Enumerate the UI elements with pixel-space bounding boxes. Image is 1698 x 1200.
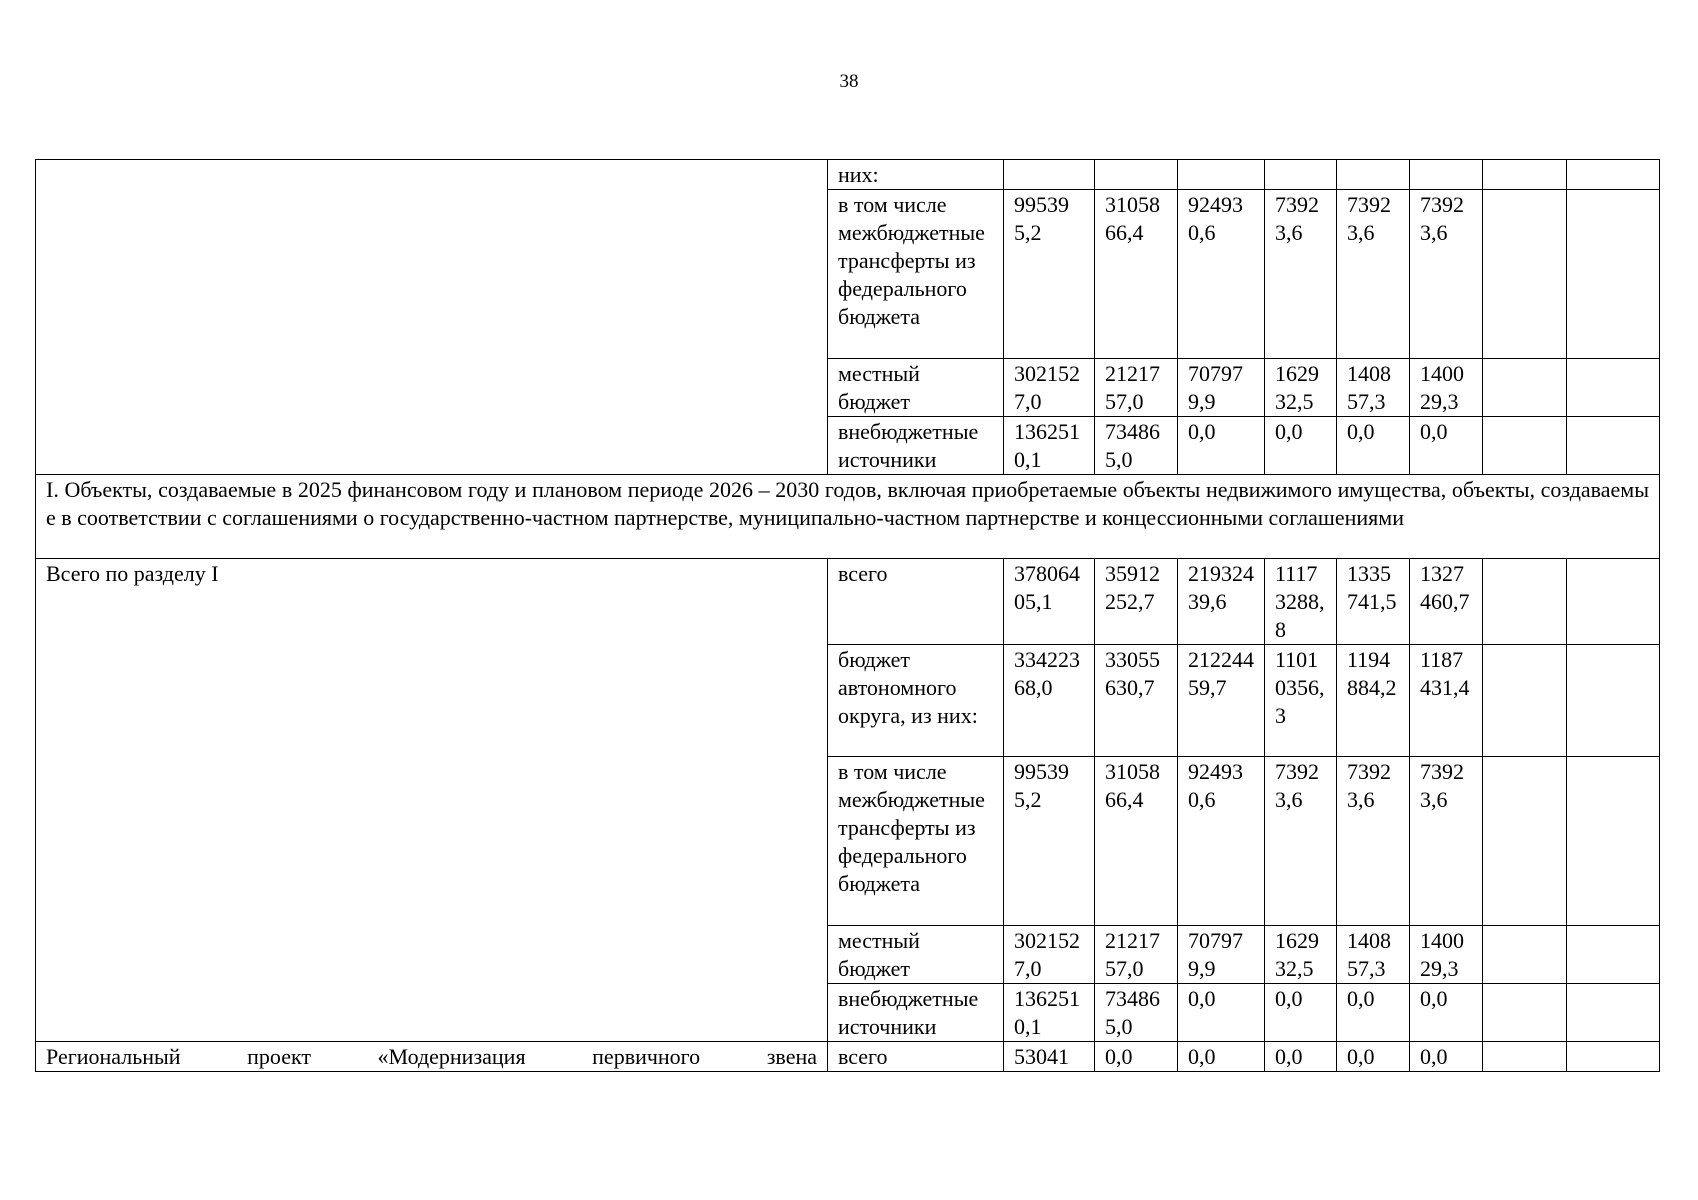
value-cell: 162932,5 <box>1265 359 1337 417</box>
value-cell <box>1567 160 1660 190</box>
budget-table <box>35 159 1660 1072</box>
value-cell: 0,0 <box>1337 984 1410 1042</box>
value-cell <box>1483 1042 1567 1072</box>
value-cell <box>1483 190 1567 359</box>
page-number: 38 <box>839 71 859 92</box>
value-cell <box>1567 645 1660 757</box>
funding-source-cell: в том числе межбюджетные трансферты из федерального бюджета <box>828 757 1004 926</box>
value-cell: 73923,6 <box>1337 757 1410 926</box>
value-cell: 995395,2 <box>1004 757 1095 926</box>
value-cell <box>1567 559 1660 645</box>
value-cell: 0,0 <box>1265 1042 1337 1072</box>
value-cell <box>1483 645 1567 757</box>
value-cell <box>1567 926 1660 984</box>
value-cell: 3021527,0 <box>1004 359 1095 417</box>
value-cell: 734865,0 <box>1095 417 1178 475</box>
value-cell: 1362510,1 <box>1004 417 1095 475</box>
value-cell: 924930,6 <box>1178 190 1265 359</box>
table-row <box>36 160 1660 190</box>
value-cell: 3021527,0 <box>1004 926 1095 984</box>
value-cell: 734865,0 <box>1095 984 1178 1042</box>
value-cell: 0,0 <box>1410 1042 1483 1072</box>
value-cell <box>1265 160 1337 190</box>
value-cell: 0,0 <box>1178 417 1265 475</box>
value-cell <box>1483 160 1567 190</box>
value-cell <box>1483 926 1567 984</box>
value-cell <box>1483 417 1567 475</box>
value-cell: 11010356,3 <box>1265 645 1337 757</box>
value-cell: 73923,6 <box>1337 190 1410 359</box>
section-header: I. Объекты, создаваемые в 2025 финансовом году и плановом периоде 2026 – 2030 годов, включая приобретаемые объекты недвижимого имущества, объекты, создаваемые в соответствии с соглашениями о государственно-частном партнерстве, муниципально-частном партнерстве и концессионными соглашениями <box>36 475 1660 559</box>
value-cell: 73923,6 <box>1265 757 1337 926</box>
value-cell: 0,0 <box>1265 984 1337 1042</box>
value-cell: 0,0 <box>1178 984 1265 1042</box>
value-cell: 140857,3 <box>1337 359 1410 417</box>
value-cell: 0,0 <box>1410 417 1483 475</box>
table-body <box>36 160 1660 1072</box>
value-cell: 1327460,7 <box>1410 559 1483 645</box>
value-cell <box>1483 757 1567 926</box>
value-cell: 1335741,5 <box>1337 559 1410 645</box>
value-cell: 924930,6 <box>1178 757 1265 926</box>
value-cell <box>1004 160 1095 190</box>
funding-source-cell: внебюджетные источники <box>828 417 1004 475</box>
value-cell <box>1567 359 1660 417</box>
funding-source-cell: бюджет автономного округа, из них: <box>828 645 1004 757</box>
value-cell: 0,0 <box>1095 1042 1178 1072</box>
table-row <box>36 1042 1660 1072</box>
funding-source-cell: них: <box>828 160 1004 190</box>
value-cell <box>1483 559 1567 645</box>
object-name-cell: Всего по разделу I <box>36 559 828 1042</box>
value-cell: 0,0 <box>1337 1042 1410 1072</box>
value-cell <box>1567 417 1660 475</box>
value-cell: 73923,6 <box>1410 757 1483 926</box>
value-cell: 0,0 <box>1410 984 1483 1042</box>
value-cell: 1362510,1 <box>1004 984 1095 1042</box>
value-cell <box>1567 757 1660 926</box>
value-cell: 162932,5 <box>1265 926 1337 984</box>
table-row <box>36 559 1660 645</box>
value-cell <box>1567 190 1660 359</box>
value-cell: 37806405,1 <box>1004 559 1095 645</box>
object-name-cell: Региональный проект «Модернизация первичного звена <box>36 1042 828 1072</box>
value-cell: 21224459,7 <box>1178 645 1265 757</box>
funding-source-cell: всего <box>828 1042 1004 1072</box>
value-cell: 0,0 <box>1178 1042 1265 1072</box>
funding-source-cell: в том числе межбюджетные трансферты из федерального бюджета <box>828 190 1004 359</box>
value-cell: 73923,6 <box>1410 190 1483 359</box>
funding-source-cell: внебюджетные источники <box>828 984 1004 1042</box>
funding-source-cell: местный бюджет <box>828 359 1004 417</box>
value-cell <box>1337 160 1410 190</box>
value-cell: 995395,2 <box>1004 190 1095 359</box>
value-cell: 3105866,4 <box>1095 190 1178 359</box>
value-cell: 0,0 <box>1265 417 1337 475</box>
value-cell <box>1567 984 1660 1042</box>
value-cell <box>1567 1042 1660 1072</box>
value-cell: 2121757,0 <box>1095 359 1178 417</box>
value-cell: 53041 <box>1004 1042 1095 1072</box>
value-cell <box>1178 160 1265 190</box>
section-header-row <box>36 475 1660 559</box>
value-cell: 11173288,8 <box>1265 559 1337 645</box>
value-cell: 73923,6 <box>1265 190 1337 359</box>
value-cell <box>1483 359 1567 417</box>
value-cell <box>1095 160 1178 190</box>
value-cell: 35912252,7 <box>1095 559 1178 645</box>
value-cell: 1187431,4 <box>1410 645 1483 757</box>
value-cell: 1194884,2 <box>1337 645 1410 757</box>
value-cell: 0,0 <box>1337 417 1410 475</box>
value-cell: 2121757,0 <box>1095 926 1178 984</box>
value-cell: 33422368,0 <box>1004 645 1095 757</box>
value-cell: 33055630,7 <box>1095 645 1178 757</box>
value-cell: 21932439,6 <box>1178 559 1265 645</box>
value-cell: 3105866,4 <box>1095 757 1178 926</box>
value-cell: 140029,3 <box>1410 359 1483 417</box>
object-name-cell <box>36 160 828 475</box>
value-cell: 707979,9 <box>1178 926 1265 984</box>
funding-source-cell: местный бюджет <box>828 926 1004 984</box>
value-cell <box>1483 984 1567 1042</box>
value-cell: 140857,3 <box>1337 926 1410 984</box>
value-cell: 707979,9 <box>1178 359 1265 417</box>
value-cell: 140029,3 <box>1410 926 1483 984</box>
funding-source-cell: всего <box>828 559 1004 645</box>
value-cell <box>1410 160 1483 190</box>
